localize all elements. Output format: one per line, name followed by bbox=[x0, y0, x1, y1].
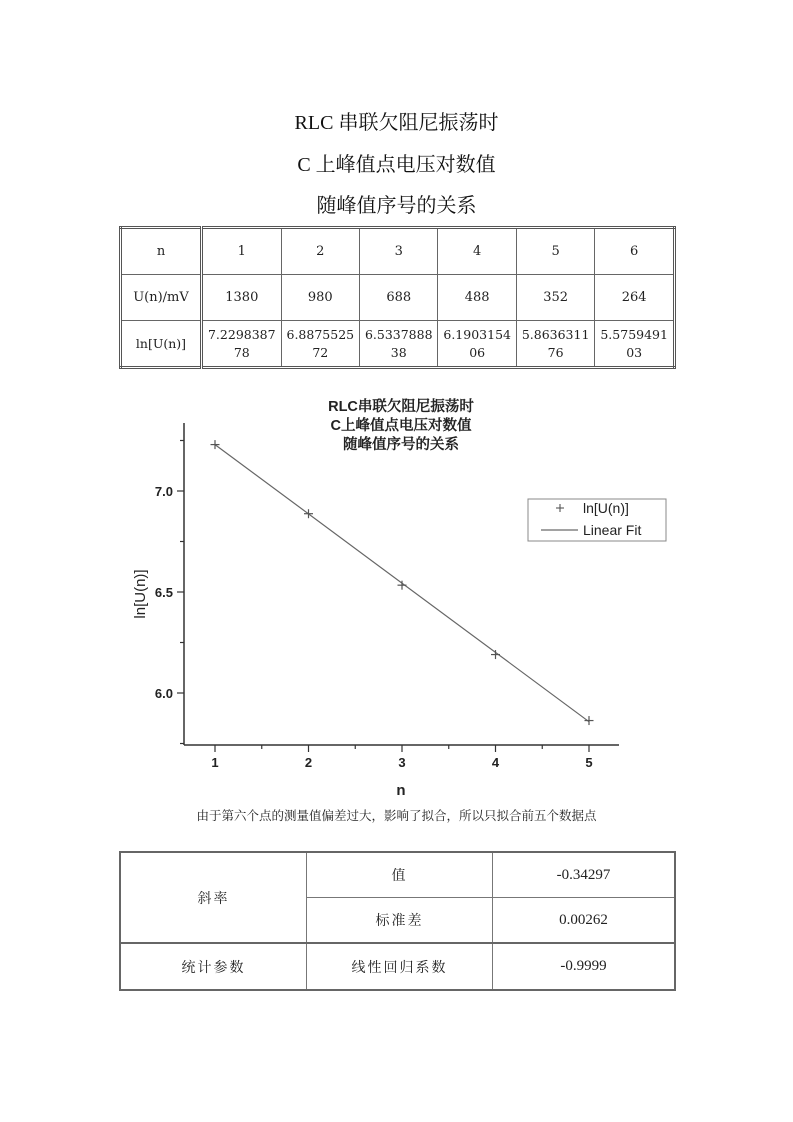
y-axis-tick-labels bbox=[155, 484, 173, 701]
std-label: 标准差 bbox=[307, 898, 493, 944]
title-line-1: RLC 串联欠阻尼振荡时 bbox=[294, 112, 499, 134]
cell-lnu-6: 5.5759491 03 bbox=[595, 321, 675, 368]
cell-lnu-4: 6.1903154 06 bbox=[438, 321, 516, 368]
row-header-u: U(n)/mV bbox=[121, 275, 202, 321]
x-axis-tick-labels bbox=[211, 755, 592, 770]
cell-lnu-2: 6.8875525 72 bbox=[281, 321, 359, 368]
svg-text:7.0: 7.0 bbox=[154, 484, 173, 499]
table-row-slope-value bbox=[120, 852, 675, 898]
cell-u-2: 980 bbox=[281, 275, 359, 321]
table-row-stats bbox=[120, 943, 675, 990]
stats-label: 统计参数 bbox=[120, 943, 307, 990]
cell-u-3: 688 bbox=[360, 275, 438, 321]
cell-lnu-1: 7.2298387 78 bbox=[202, 321, 282, 368]
cell-lnu-3: 6.5337888 38 bbox=[360, 321, 438, 368]
fit-note-caption: 由于第六个点的测量值偏差过大，影响了拟合，所以只拟合前五个数据点 bbox=[196, 808, 597, 823]
legend-label-points: ln[U(n)] bbox=[583, 500, 629, 516]
svg-text:6.0: 6.0 bbox=[154, 686, 173, 701]
x-axis-label: n bbox=[396, 782, 406, 799]
fit-results-table bbox=[119, 851, 676, 991]
r-label: 线性回归系数 bbox=[307, 943, 493, 990]
row-header-lnu: ln[U(n)] bbox=[121, 321, 202, 368]
cell-n-4: 4 bbox=[438, 228, 516, 275]
title-line-3: 随峰值序号的关系 bbox=[316, 195, 477, 217]
data-point-plus-icon bbox=[585, 716, 594, 725]
title-line-2: C 上峰值点电压对数值 bbox=[297, 154, 496, 176]
y-axis-label: ln[U(n)] bbox=[132, 569, 149, 619]
cell-n-2: 2 bbox=[281, 228, 359, 275]
chart-title-line-1: RLC串联欠阻尼振荡时 bbox=[328, 399, 474, 415]
svg-text:3: 3 bbox=[398, 755, 406, 770]
cell-n-1: 1 bbox=[202, 228, 282, 275]
cell-u-6: 264 bbox=[595, 275, 675, 321]
x-axis-ticks bbox=[215, 745, 589, 752]
cell-u-1: 1380 bbox=[202, 275, 282, 321]
data-point-plus-icon bbox=[211, 440, 220, 449]
cell-n-3: 3 bbox=[360, 228, 438, 275]
y-axis-ticks bbox=[177, 441, 184, 744]
slope-value: -0.34297 bbox=[493, 852, 676, 898]
svg-text:2: 2 bbox=[304, 755, 313, 770]
svg-text:6.5: 6.5 bbox=[154, 585, 173, 600]
chart-title-line-2: C上峰值点电压对数值 bbox=[330, 418, 472, 434]
svg-text:4: 4 bbox=[491, 755, 500, 770]
cell-u-4: 488 bbox=[438, 275, 516, 321]
cell-lnu-5: 5.8636311 76 bbox=[516, 321, 594, 368]
data-point-plus-icon bbox=[398, 581, 407, 590]
data-point-plus-icon bbox=[491, 650, 500, 659]
slope-std: 0.00262 bbox=[493, 898, 676, 944]
value-label: 值 bbox=[307, 852, 493, 898]
row-header-n: n bbox=[121, 228, 202, 275]
cell-n-5: 5 bbox=[516, 228, 594, 275]
chart-legend bbox=[528, 499, 666, 541]
slope-label: 斜率 bbox=[120, 852, 307, 943]
svg-text:1: 1 bbox=[211, 755, 219, 770]
svg-text:5: 5 bbox=[585, 755, 593, 770]
cell-n-6: 6 bbox=[595, 228, 675, 275]
chart-title-line-3: 随峰值序号的关系 bbox=[343, 437, 459, 453]
r-value: -0.9999 bbox=[493, 943, 676, 990]
legend-label-fit: Linear Fit bbox=[583, 522, 642, 538]
cell-u-5: 352 bbox=[516, 275, 594, 321]
